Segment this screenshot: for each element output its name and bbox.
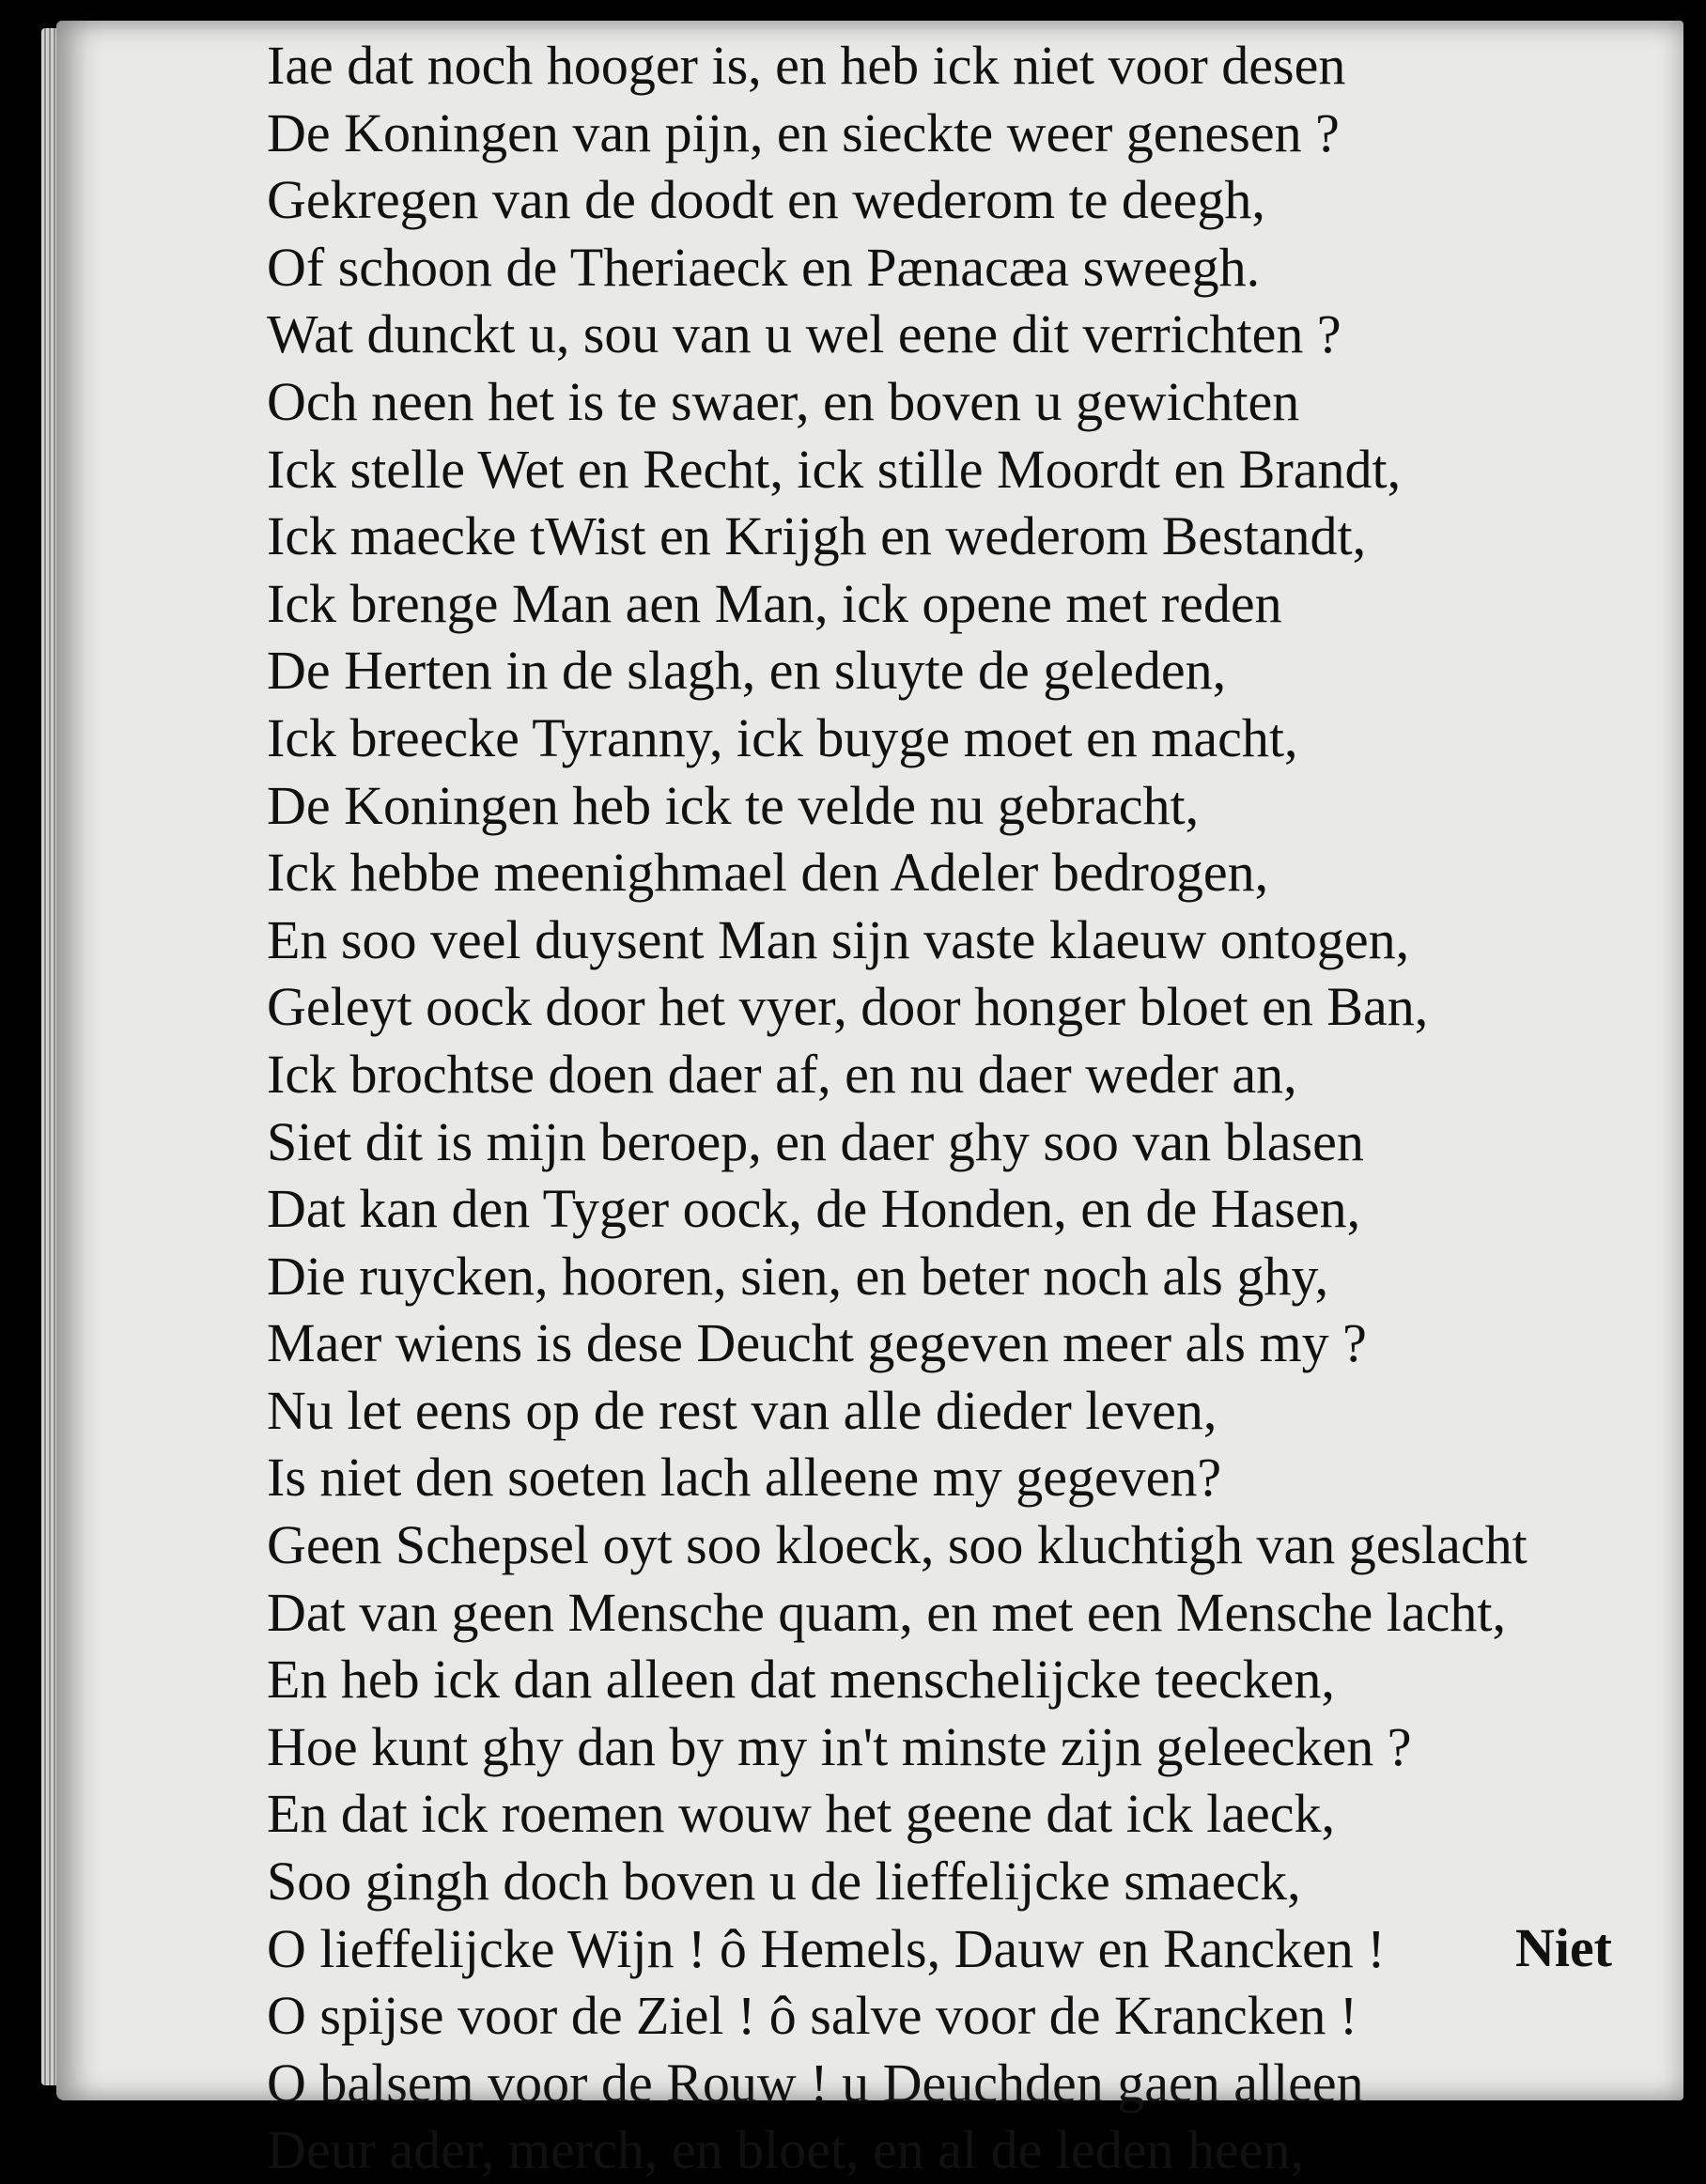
verse-line: Ick brenge Man aen Man, ick opene met reden — [267, 572, 1282, 634]
verse-line: En heb ick dan alleen dat menschelijcke teecken, — [267, 1649, 1335, 1711]
verse-line: Deur ader, merch, en bloet, en al de leden heen, — [267, 2119, 1304, 2181]
verse-line: Ick breecke Tyranny, ick buyge moet en macht, — [267, 706, 1298, 768]
verse-line: Och neen het is te swaer, en boven u gewichten — [267, 370, 1300, 432]
verse-line: Wat dunckt u, sou van u wel eene dit verrichten ? — [267, 303, 1342, 365]
verse-line: Nu let eens op de rest van alle dieder leven, — [267, 1379, 1217, 1441]
verse-line: De Koningen van pijn, en sieckte weer genesen ? — [267, 101, 1340, 163]
verse-line: Ick maecke tWist en Krijgh en wederom Bestandt, — [267, 505, 1367, 567]
verse-line: Ick brochtse doen daer af, en nu daer weder an, — [267, 1043, 1297, 1105]
verse-line: Siet dit is mijn beroep, en daer ghy soo van blasen — [267, 1110, 1364, 1172]
verse-line: Is niet den soeten lach alleene my gegeven? — [267, 1447, 1222, 1509]
verse-line: Of schoon de Theriaeck en Pænacæa sweegh. — [267, 236, 1261, 298]
verse-line: Ick hebbe meenighmael den Adeler bedrogen, — [267, 842, 1269, 904]
verse-line: Iae dat noch hooger is, en heb ick niet voor desen — [267, 35, 1346, 96]
verse-line: O balsem voor de Rouw ! u Deuchden gaen alleen — [267, 2052, 1364, 2114]
verse-line: Geen Schepsel oyt soo kloeck, soo kluchtigh van geslacht — [267, 1514, 1528, 1576]
poem-text — [267, 32, 1582, 2184]
verse-line: De Herten in de slagh, en sluyte de geleden, — [267, 640, 1227, 702]
verse-line: O lieffelijcke Wijn ! ô Hemels, Dauw en Rancken ! — [267, 1917, 1386, 1979]
verse-line: Hoe kunt ghy dan by my in't minste zijn geleecken ? — [267, 1715, 1412, 1777]
verse-line: Dat van geen Mensche quam, en met een Mensche lacht, — [267, 1581, 1506, 1643]
verse-line: Maer wiens is dese Deucht gegeven meer als my ? — [267, 1312, 1367, 1374]
verse-line: En dat ick roemen wouw het geene dat ick laeck, — [267, 1783, 1335, 1845]
verse-line: Ick stelle Wet en Recht, ick stille Moordt en Brandt, — [267, 438, 1402, 500]
verse-line: En soo veel duysent Man sijn vaste klaeuw ontogen, — [267, 908, 1410, 970]
verse-line: Soo gingh doch boven u de lieffelijcke smaeck, — [267, 1851, 1301, 1913]
verse-line: O spijse voor de Ziel ! ô salve voor de Krancken ! — [267, 1985, 1358, 2047]
verse-line: Die ruycken, hooren, sien, en beter noch als ghy, — [267, 1245, 1329, 1307]
verse-line: Gekregen van de doodt en wederom te deegh, — [267, 169, 1265, 231]
verse-line: Dat kan den Tyger oock, de Honden, en de Hasen, — [267, 1178, 1361, 1240]
verse-line: Geleyt oock door het vyer, door honger bloet en Ban, — [267, 976, 1429, 1038]
catchword: Niet — [1514, 1917, 1612, 1978]
verse-line: De Koningen heb ick te velde nu gebracht, — [267, 774, 1200, 836]
